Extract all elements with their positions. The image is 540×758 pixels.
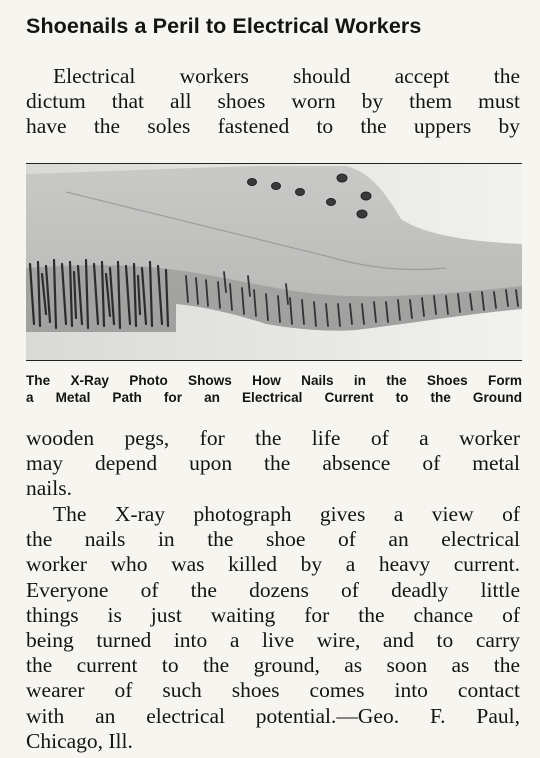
text-line: wooden pegs, for the life of a worker: [26, 426, 520, 450]
text-line: nails.: [26, 476, 72, 501]
figure-caption: [26, 372, 522, 406]
text-line: wearer of such shoes comes into contact: [26, 678, 520, 703]
text-line: Chicago, Ill.: [26, 728, 133, 753]
text-line: with an electrical potential.—Geo. F. Paul,: [26, 703, 520, 728]
caption-line: a Metal Path for an Electrical Current to the Ground: [26, 390, 522, 405]
xray-shoe-photo: [26, 163, 522, 361]
text-line: may depend upon the absence of metal: [26, 451, 520, 476]
body-paragraph: [26, 502, 520, 754]
caption-line: The X-Ray Photo Shows How Nails in the Shoes Form: [26, 373, 522, 388]
article-title: Shoenails a Peril to Electrical Workers: [26, 14, 422, 38]
text-line: The X-ray photograph gives a view of: [53, 502, 520, 526]
text-line: things is just waiting for the chance of: [26, 602, 520, 627]
text-line: Everyone of the dozens of deadly little: [26, 577, 520, 602]
text-line: dictum that all shoes worn by them must: [26, 89, 520, 114]
text-line: worker who was killed by a heavy current.: [26, 552, 520, 577]
text-line: being turned into a live wire, and to carry: [26, 628, 520, 653]
intro-paragraph: [26, 64, 520, 140]
text-line: Electrical workers should accept the: [53, 64, 520, 88]
text-line: the nails in the shoe of an electrical: [26, 527, 520, 552]
xray-shoe-image: [26, 164, 522, 360]
continuation-paragraph: [26, 426, 520, 502]
text-line: the current to the ground, as soon as the: [26, 653, 520, 678]
text-line: have the soles fastened to the uppers by: [26, 114, 520, 139]
